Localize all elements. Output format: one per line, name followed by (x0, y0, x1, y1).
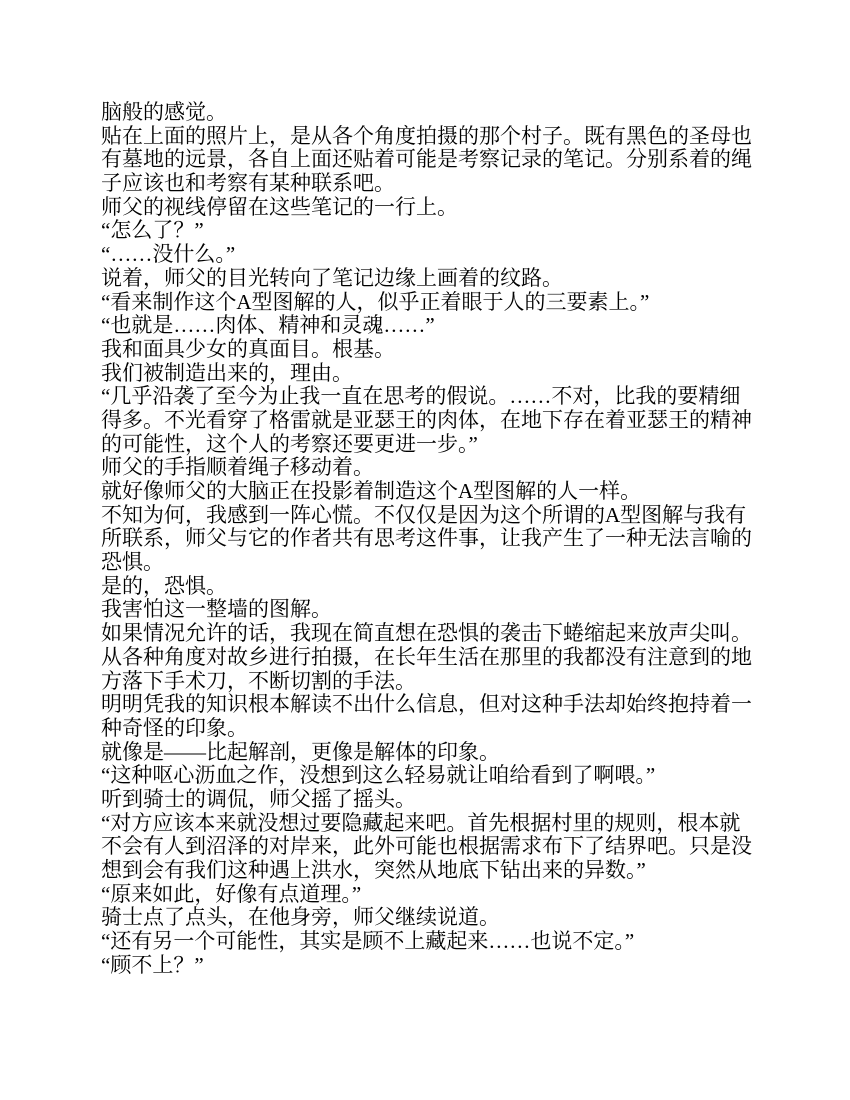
paragraph (101, 456, 761, 480)
paragraph (101, 362, 761, 386)
text-line: 师父的视线停留在这些笔记的一行上。 (101, 194, 458, 219)
text-line: “也就是……肉体、精神和灵魂……” (101, 313, 435, 338)
paragraph (101, 622, 761, 646)
text-line: “……没什么。” (101, 242, 236, 267)
paragraph (101, 480, 761, 504)
text-line: 说着，师父的目光转向了笔记边缘上画着的纹路。 (101, 265, 563, 290)
paragraph (101, 219, 761, 243)
text-line: 我害怕这一整墙的图解。 (101, 597, 332, 622)
paragraph (101, 338, 761, 362)
paragraph (101, 788, 761, 812)
text-line: 所联系，师父与它的作者共有思考这件事，让我产生了一种无法言喻的 (101, 526, 752, 551)
text-line: “对方应该本来就没想过要隐藏起来吧。首先根据村里的规则，根本就 (101, 810, 741, 835)
paragraph (101, 906, 761, 930)
paragraph (101, 693, 761, 740)
text-line: 得多。不光看穿了格雷就是亚瑟王的肉体，在地下存在着亚瑟王的精神 (101, 407, 752, 432)
text-line: “看来制作这个A型图解的人，似乎正着眼于人的三要素上。” (101, 289, 650, 314)
text-line: 想到会有我们这种遇上洪水，突然从地底下钻出来的异数。” (101, 858, 646, 882)
text-line: 贴在上面的照片上，是从各个角度拍摄的那个村子。既有黑色的圣母也 (101, 123, 752, 148)
text-line: 种奇怪的印象。 (101, 715, 248, 740)
text-line: 有墓地的远景，各自上面还贴着可能是考察记录的笔记。分别系着的绳 (101, 147, 752, 172)
text-line: 恐惧。 (101, 550, 164, 575)
text-line: 不会有人到沼泽的对岸来，此外可能也根据需求布下了结界吧。只是没 (101, 834, 752, 859)
text-line: “顾不上？” (101, 952, 204, 977)
paragraph (101, 125, 761, 196)
text-line: 子应该也和考察有某种联系吧。 (101, 171, 395, 196)
paragraph (101, 196, 761, 220)
paragraph (101, 267, 761, 291)
text-line: “几乎沿袭了至今为止我一直在思考的假说。……不对，比我的要精细 (101, 384, 741, 409)
paragraph (101, 314, 761, 338)
text-line: “这种呕心沥血之作，没想到这么轻易就让咱给看到了啊喂。” (101, 763, 656, 788)
text-line: 不知为何，我感到一阵心慌。不仅仅是因为这个所谓的A型图解与我有 (101, 502, 747, 527)
paragraph (101, 598, 761, 622)
text-line: 从各种角度对故乡进行拍摄，在长年生活在那里的我都没有注意到的地 (101, 644, 752, 669)
text-line: 脑般的感觉。 (101, 100, 227, 124)
paragraph (101, 741, 761, 765)
paragraph (101, 812, 761, 883)
text-line: “还有另一个可能性，其实是顾不上藏起来……也说不定。” (101, 929, 635, 954)
paragraph (101, 646, 761, 693)
text-line: “原来如此，好像有点道理。” (101, 881, 362, 906)
text-line: 如果情况允许的话，我现在简直想在恐惧的袭击下蜷缩起来放声尖叫。 (101, 621, 752, 646)
text-line: 骑士点了点头，在他身旁，师父继续说道。 (101, 905, 500, 930)
paragraph (101, 883, 761, 907)
paragraph (101, 575, 761, 599)
text-line: 明明凭我的知识根本解读不出什么信息，但对这种手法却始终抱持着一 (101, 692, 752, 717)
paragraph (101, 930, 761, 954)
text-line: “怎么了？” (101, 218, 204, 243)
paragraph (101, 291, 761, 315)
paragraph (101, 504, 761, 575)
document-page (101, 101, 761, 977)
text-line: 听到骑士的调侃，师父摇了摇头。 (101, 786, 416, 811)
paragraph (101, 954, 761, 978)
text-line: 的可能性，这个人的考察还要更进一步。” (101, 431, 478, 456)
paragraph (101, 101, 761, 125)
text-line: 是的，恐惧。 (101, 573, 227, 598)
text-line: 就像是——比起解剖，更像是解体的印象。 (101, 739, 500, 764)
text-line: 方落下手术刀，不断切割的手法。 (101, 668, 416, 693)
paragraph (101, 764, 761, 788)
paragraph (101, 243, 761, 267)
paragraph (101, 385, 761, 456)
text-line: 我和面具少女的真面目。根基。 (101, 336, 395, 361)
text-line: 师父的手指顺着绳子移动着。 (101, 455, 374, 480)
text-line: 我们被制造出来的，理由。 (101, 360, 353, 385)
text-line: 就好像师父的大脑正在投影着制造这个A型图解的人一样。 (101, 479, 642, 503)
